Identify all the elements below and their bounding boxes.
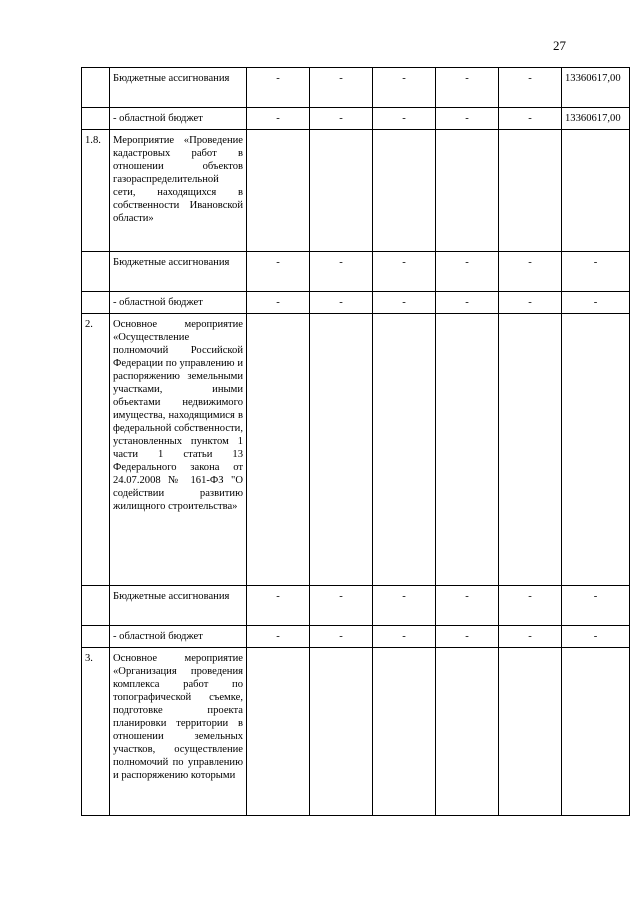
budget-table	[81, 67, 630, 816]
table-row	[82, 130, 630, 252]
item-number-cell: 3.	[82, 648, 110, 816]
total-value-cell: 13360617,00	[562, 108, 630, 130]
year-value-cell: -	[373, 586, 436, 626]
year-value-cell	[310, 648, 373, 816]
year-value-cell: -	[499, 586, 562, 626]
year-value-cell: -	[499, 252, 562, 292]
year-value-cell: -	[436, 68, 499, 108]
item-name-cell: - областной бюджет	[110, 108, 247, 130]
year-value-cell	[436, 648, 499, 816]
item-number-cell	[82, 252, 110, 292]
item-number-cell	[82, 586, 110, 626]
item-number-cell	[82, 108, 110, 130]
year-value-cell: -	[310, 108, 373, 130]
year-value-cell	[373, 314, 436, 586]
year-value-cell: -	[436, 108, 499, 130]
year-value-cell: -	[247, 68, 310, 108]
year-value-cell: -	[436, 626, 499, 648]
year-value-cell	[247, 130, 310, 252]
total-value-cell: -	[562, 292, 630, 314]
year-value-cell: -	[247, 292, 310, 314]
year-value-cell: -	[373, 626, 436, 648]
year-value-cell	[373, 130, 436, 252]
year-value-cell	[373, 648, 436, 816]
total-value-cell	[562, 314, 630, 586]
table-row	[82, 586, 630, 626]
year-value-cell: -	[373, 252, 436, 292]
item-name-cell: - областной бюджет	[110, 292, 247, 314]
year-value-cell	[499, 314, 562, 586]
year-value-cell: -	[310, 586, 373, 626]
year-value-cell: -	[310, 68, 373, 108]
year-value-cell	[247, 314, 310, 586]
item-number-cell	[82, 292, 110, 314]
table-row	[82, 626, 630, 648]
table-row	[82, 648, 630, 816]
year-value-cell: -	[247, 252, 310, 292]
year-value-cell: -	[499, 292, 562, 314]
year-value-cell: -	[247, 586, 310, 626]
table-row	[82, 108, 630, 130]
year-value-cell: -	[373, 108, 436, 130]
year-value-cell: -	[436, 292, 499, 314]
year-value-cell: -	[436, 252, 499, 292]
year-value-cell: -	[310, 252, 373, 292]
year-value-cell	[499, 648, 562, 816]
year-value-cell	[499, 130, 562, 252]
year-value-cell: -	[499, 68, 562, 108]
table-row	[82, 252, 630, 292]
table-row	[82, 314, 630, 586]
total-value-cell: -	[562, 252, 630, 292]
item-number-cell: 1.8.	[82, 130, 110, 252]
item-name-cell: Бюджетные ассигнования	[110, 252, 247, 292]
total-value-cell: 13360617,00	[562, 68, 630, 108]
table-row	[82, 68, 630, 108]
item-name-cell: Основное мероприятие «Организация проведения комплекса работ по топографической съемке, подготовке проекта планировки территории в отношении земельных участков, осуществление полномочий по управлению и распоряжению которыми	[110, 648, 247, 816]
item-name-cell: Основное мероприятие «Осуществление полномочий Российской Федерации по управлению и распоряжению земельными участками, иными объектами недвижимого имущества, находящимися в федеральной собственности, установленных пунктом 1 части 1 статьи 13 Федерального закона от 24.07.2008 № 161-ФЗ "О содействии развитию жилищного строительства»	[110, 314, 247, 586]
year-value-cell: -	[247, 626, 310, 648]
year-value-cell: -	[247, 108, 310, 130]
total-value-cell	[562, 130, 630, 252]
item-number-cell	[82, 68, 110, 108]
year-value-cell	[310, 130, 373, 252]
table-row	[82, 292, 630, 314]
item-name-cell: - областной бюджет	[110, 626, 247, 648]
item-name-cell: Мероприятие «Проведение кадастровых работ в отношении объектов газораспределительной сети, находящихся в собственности Ивановской области»	[110, 130, 247, 252]
item-number-cell: 2.	[82, 314, 110, 586]
item-number-cell	[82, 626, 110, 648]
total-value-cell: -	[562, 586, 630, 626]
year-value-cell	[436, 130, 499, 252]
year-value-cell	[310, 314, 373, 586]
page-number: 27	[553, 38, 566, 53]
year-value-cell: -	[373, 68, 436, 108]
year-value-cell	[436, 314, 499, 586]
year-value-cell	[247, 648, 310, 816]
item-name-cell: Бюджетные ассигнования	[110, 586, 247, 626]
year-value-cell: -	[310, 626, 373, 648]
year-value-cell: -	[436, 586, 499, 626]
item-name-cell: Бюджетные ассигнования	[110, 68, 247, 108]
total-value-cell: -	[562, 626, 630, 648]
year-value-cell: -	[373, 292, 436, 314]
year-value-cell: -	[310, 292, 373, 314]
year-value-cell: -	[499, 626, 562, 648]
year-value-cell: -	[499, 108, 562, 130]
total-value-cell	[562, 648, 630, 816]
